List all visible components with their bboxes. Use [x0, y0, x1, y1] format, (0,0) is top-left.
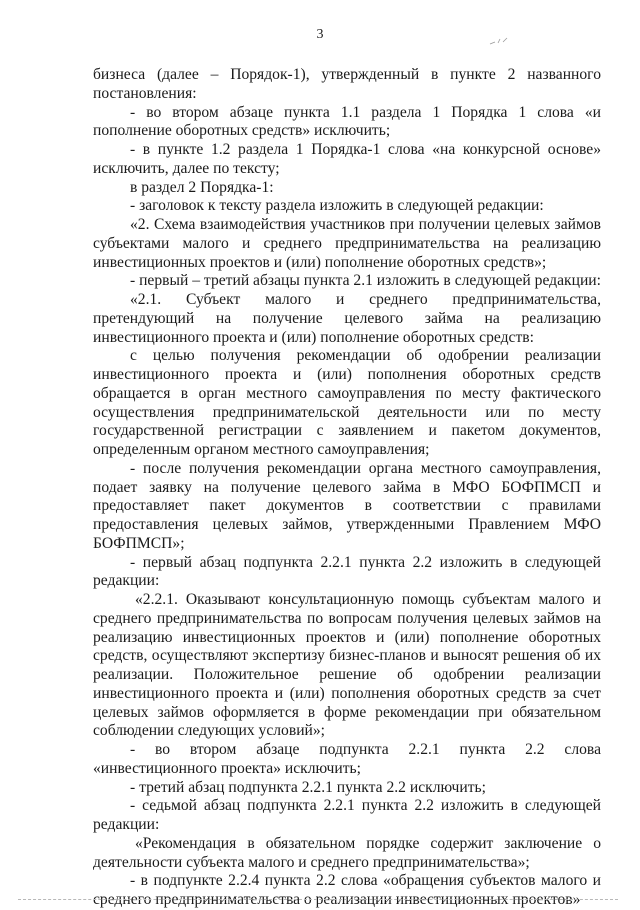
paragraph: - во втором абзаце подпункта 2.2.1 пункта 2.2 слова «инвестиционного проекта» исключить;: [93, 741, 601, 777]
paragraph: с целью получения рекомендации об одобрении реализации инвестиционного проекта и (или) пополнения оборотных средств обращается в орган местного самоуправления по месту фактического осуществления предпринимательской деятельности или по месту государственной регистрации с заявлением и пакетом документов, определенным органом местного самоуправления;: [93, 347, 601, 458]
scan-bottom-edge: [18, 899, 618, 900]
paragraph: - в подпункте 2.2.4 пункта 2.2 слова «обращения субъектов малого и среднего предпринимательства о реализации инвестиционных проектов»: [93, 872, 601, 908]
scan-artifact-mark: [488, 36, 510, 46]
paragraph: - первый – третий абзацы пункта 2.1 изложить в следующей редакции:: [130, 272, 601, 290]
paragraph: «2. Схема взаимодействия участников при получении целевых займов субъектами малого и среднего предпринимательства на реализацию инвестиционных проектов и (или) пополнение оборотных средств»;: [93, 216, 601, 271]
paragraph: бизнеса (далее – Порядок-1), утвержденный в пункте 2 названного постановления:: [93, 66, 601, 102]
paragraph: - седьмой абзац подпункта 2.2.1 пункта 2.2 изложить в следующей редакции:: [93, 797, 601, 833]
paragraph: - первый абзац подпункта 2.2.1 пункта 2.2 изложить в следующей редакции:: [93, 553, 601, 590]
paragraph: «2.2.1. Оказывают консультационную помощь субъектам малого и среднего предпринимательства по вопросам получения целевых займов на реализацию инвестиционных проектов и (или) пополнение оборотных средств, осуществляют экспертизу бизнес-планов и выносят решения об их реализации. Положительное решение об одобрении реализации инвестиционного проекта и (или) пополнения оборотных средств за счет целевых займов оформляется в форме рекомендации при обязательном соблюдении следующих условий»;: [93, 591, 601, 740]
paragraph: «2.1. Субъект малого и среднего предпринимательства, претендующий на получение целевого займа на реализацию инвестиционного проекта и (или) пополнение оборотных средств:: [93, 291, 601, 346]
document-body: [93, 66, 601, 910]
paragraph: - третий абзац подпункта 2.2.1 пункта 2.2 исключить;: [130, 778, 486, 796]
page-number: 3: [316, 27, 324, 42]
paragraph: - заголовок к тексту раздела изложить в следующей редакции:: [130, 197, 544, 215]
paragraph: в раздел 2 Порядка-1:: [130, 178, 274, 196]
paragraph: «Рекомендация в обязательном порядке содержит заключение о деятельности субъекта малого и среднего предпринимательства»;: [93, 834, 601, 871]
paragraph: - после получения рекомендации органа местного самоуправления, подает заявку на получение целевого займа в МФО БОФПМСП и предоставляет пакет документов в соответствии с правилами предоставления целевых займов, утвержденными Правлением МФО БОФПМСП»;: [93, 459, 601, 552]
paragraph: - во втором абзаце пункта 1.1 раздела 1 Порядка 1 слова «и пополнение оборотных средств» исключить;: [93, 103, 601, 140]
paragraph: - в пункте 1.2 раздела 1 Порядка-1 слова «на конкурсной основе» исключить, далее по тексту;: [93, 141, 601, 177]
